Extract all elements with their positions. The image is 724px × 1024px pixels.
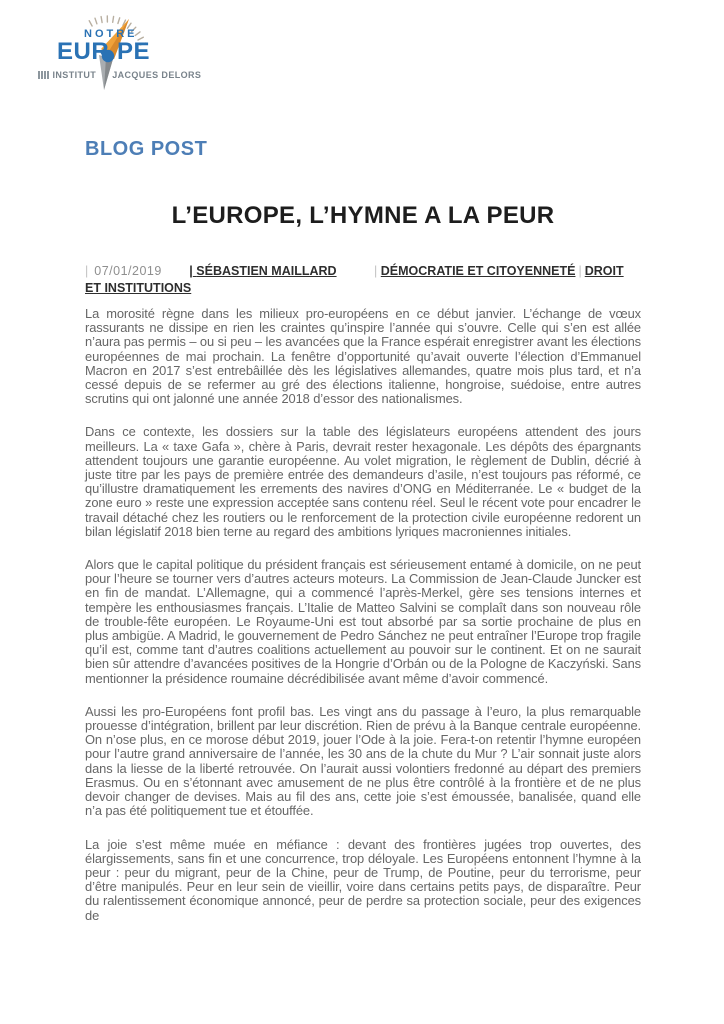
article-body — [85, 307, 641, 923]
section-label-blog-post: BLOG POST — [85, 138, 208, 160]
article-meta — [85, 263, 641, 297]
meta-separator: | — [578, 264, 582, 278]
meta-separator: | — [374, 264, 378, 278]
meta-date: 07/01/2019 — [94, 264, 162, 278]
category-link-droit[interactable]: DROIT ET INSTITUTIONS — [85, 264, 624, 295]
logo-jacques-delors-text: JACQUES DELORS — [112, 70, 202, 80]
logo-institut-text: INSTITUT — [52, 70, 97, 80]
article-content — [85, 0, 641, 923]
logo-notre-text: NOTRE — [84, 28, 138, 40]
article-paragraph: Dans ce contexte, les dossiers sur la table des législateurs européens attendent des jours meilleurs. La « taxe Gafa », chère à Paris, devrait rester hexagonale. Les dépôts des épargnants attendent toujours une garantie européenne. Au volet migration, le règlement de Dublin, décrié à juste titre par les pays de première entrée des demandeurs d’asile, n’est toujours pas réformé, ce qu’illustre dramatiquement les errements des navires d’ONG en Méditerranée. Le « budget de la zone euro » reste une expression acceptée sans contenu réel. Seul le récent vote pour encadrer le travail détaché chez les routiers ou le renforcement de la protection civile européenne redorent un bilan législatif 2018 bien terne au regard des ambitions lyriques macroniennes initiales. — [85, 424, 641, 539]
author-link[interactable]: | SÉBASTIEN MAILLARD — [189, 264, 337, 278]
logo-europe-text: EUR — [57, 38, 110, 65]
logo-europe-text: PE — [117, 38, 151, 65]
article-paragraph: Aussi les pro-Européens font profil bas. Les vingt ans du passage à l’euro, la plus remarquable prouesse d’intégration, brillent par leur discrétion. Rien de prévu à la Banque centrale européenne. On n’ose plus, en ce morose début 2019, jouer l’Ode à la joie. Fera-t-on retentir l’hymne européen pour l’autre grand anniversaire de l’année, les 30 ans de la chute du Mur ? L’air sonnait juste alors dans la liesse de la liberté retrouvée. On l’aurait aussi volontiers fredonné au départ des premiers Erasmus. Ou en s’étonnant avec amusement de ne plus être contrôlé à la frontière et de ne plus devoir changer de devises. Mais au fil des ans, cette joie s’est émoussée, banalisée, quand elle n’a pas été politiquement tue et étouffée. — [85, 703, 641, 819]
category-link-democratie[interactable]: DÉMOCRATIE ET CITOYENNETÉ — [380, 264, 576, 278]
article-paragraph: La morosité règne dans les milieux pro-européens en ce début janvier. L’échange de vœux rassurants ne dissipe en rien les craintes qu’inspire l’année qui s’ouvre. Celle qui s’en est allée n’aura pas permis – ou si peu – les avancées que la France espérait enregistrer avant les élections européennes de mai prochain. La fenêtre d’opportunité qu’avait ouverte l’élection d’Emmanuel Macron en 2017 s’est entrebâillée dès les législatives allemandes, quatre mois plus tard, et n’a cessé depuis de se refermer au gré des élections italienne, hongroise, suédoise, entre autres scrutins qui ont jalonné une année 2018 d’essor des nationalismes. — [85, 306, 641, 407]
tally-bars-icon — [38, 71, 49, 79]
article-paragraph: La joie s’est même muée en méfiance : devant des frontières jugées trop ouvertes, des élargissements, sans fin et une concurrence, trop déloyale. Les Européens entonnent l’hymne à la peur : peur du migrant, peur de la Chine, peur de Trump, de Poutine, peur du terrorisme, peur d’être manipulés. Peur en leur sein de vieillir, voire dans certains petits pays, de disparaître. Peur du ralentissement économique annoncé, peur de perdre sa protection sociale, peur des exigences de — [85, 836, 641, 923]
page-title: L’EUROPE, L’HYMNE A LA PEUR — [171, 202, 555, 229]
article-paragraph: Alors que le capital politique du président français est sérieusement entamé à domicile, on ne peut pour l’heure se tourner vers d’autres acteurs moteurs. La Commission de Jean-Claude Juncker est en fin de mandat. L’Allemagne, qui a commencé l’après-Merkel, gère ses tensions internes et tempère les enthousiasmes français. L’Italie de Matteo Salvini se complaît dans son nouveau rôle de trouble-fête européen. Le Royaume-Uni est tout absorbé par sa sortie prochaine de plus en plus ambigüe. A Madrid, le gouvernement de Pedro Sánchez ne peut entraîner l’Europe trop fragile qu’il est, comme tant d’autres coalitions actuellement au pouvoir sur le continent. Et on ne saurait bien sûr attendre d’avancées positives de la Hongrie d’Orbán ou de la Pologne de Kaczyński. Sans mentionner la présidence roumaine décrédibilisée avant même d’avoir commencé. — [85, 557, 641, 686]
meta-separator: | — [85, 264, 89, 278]
